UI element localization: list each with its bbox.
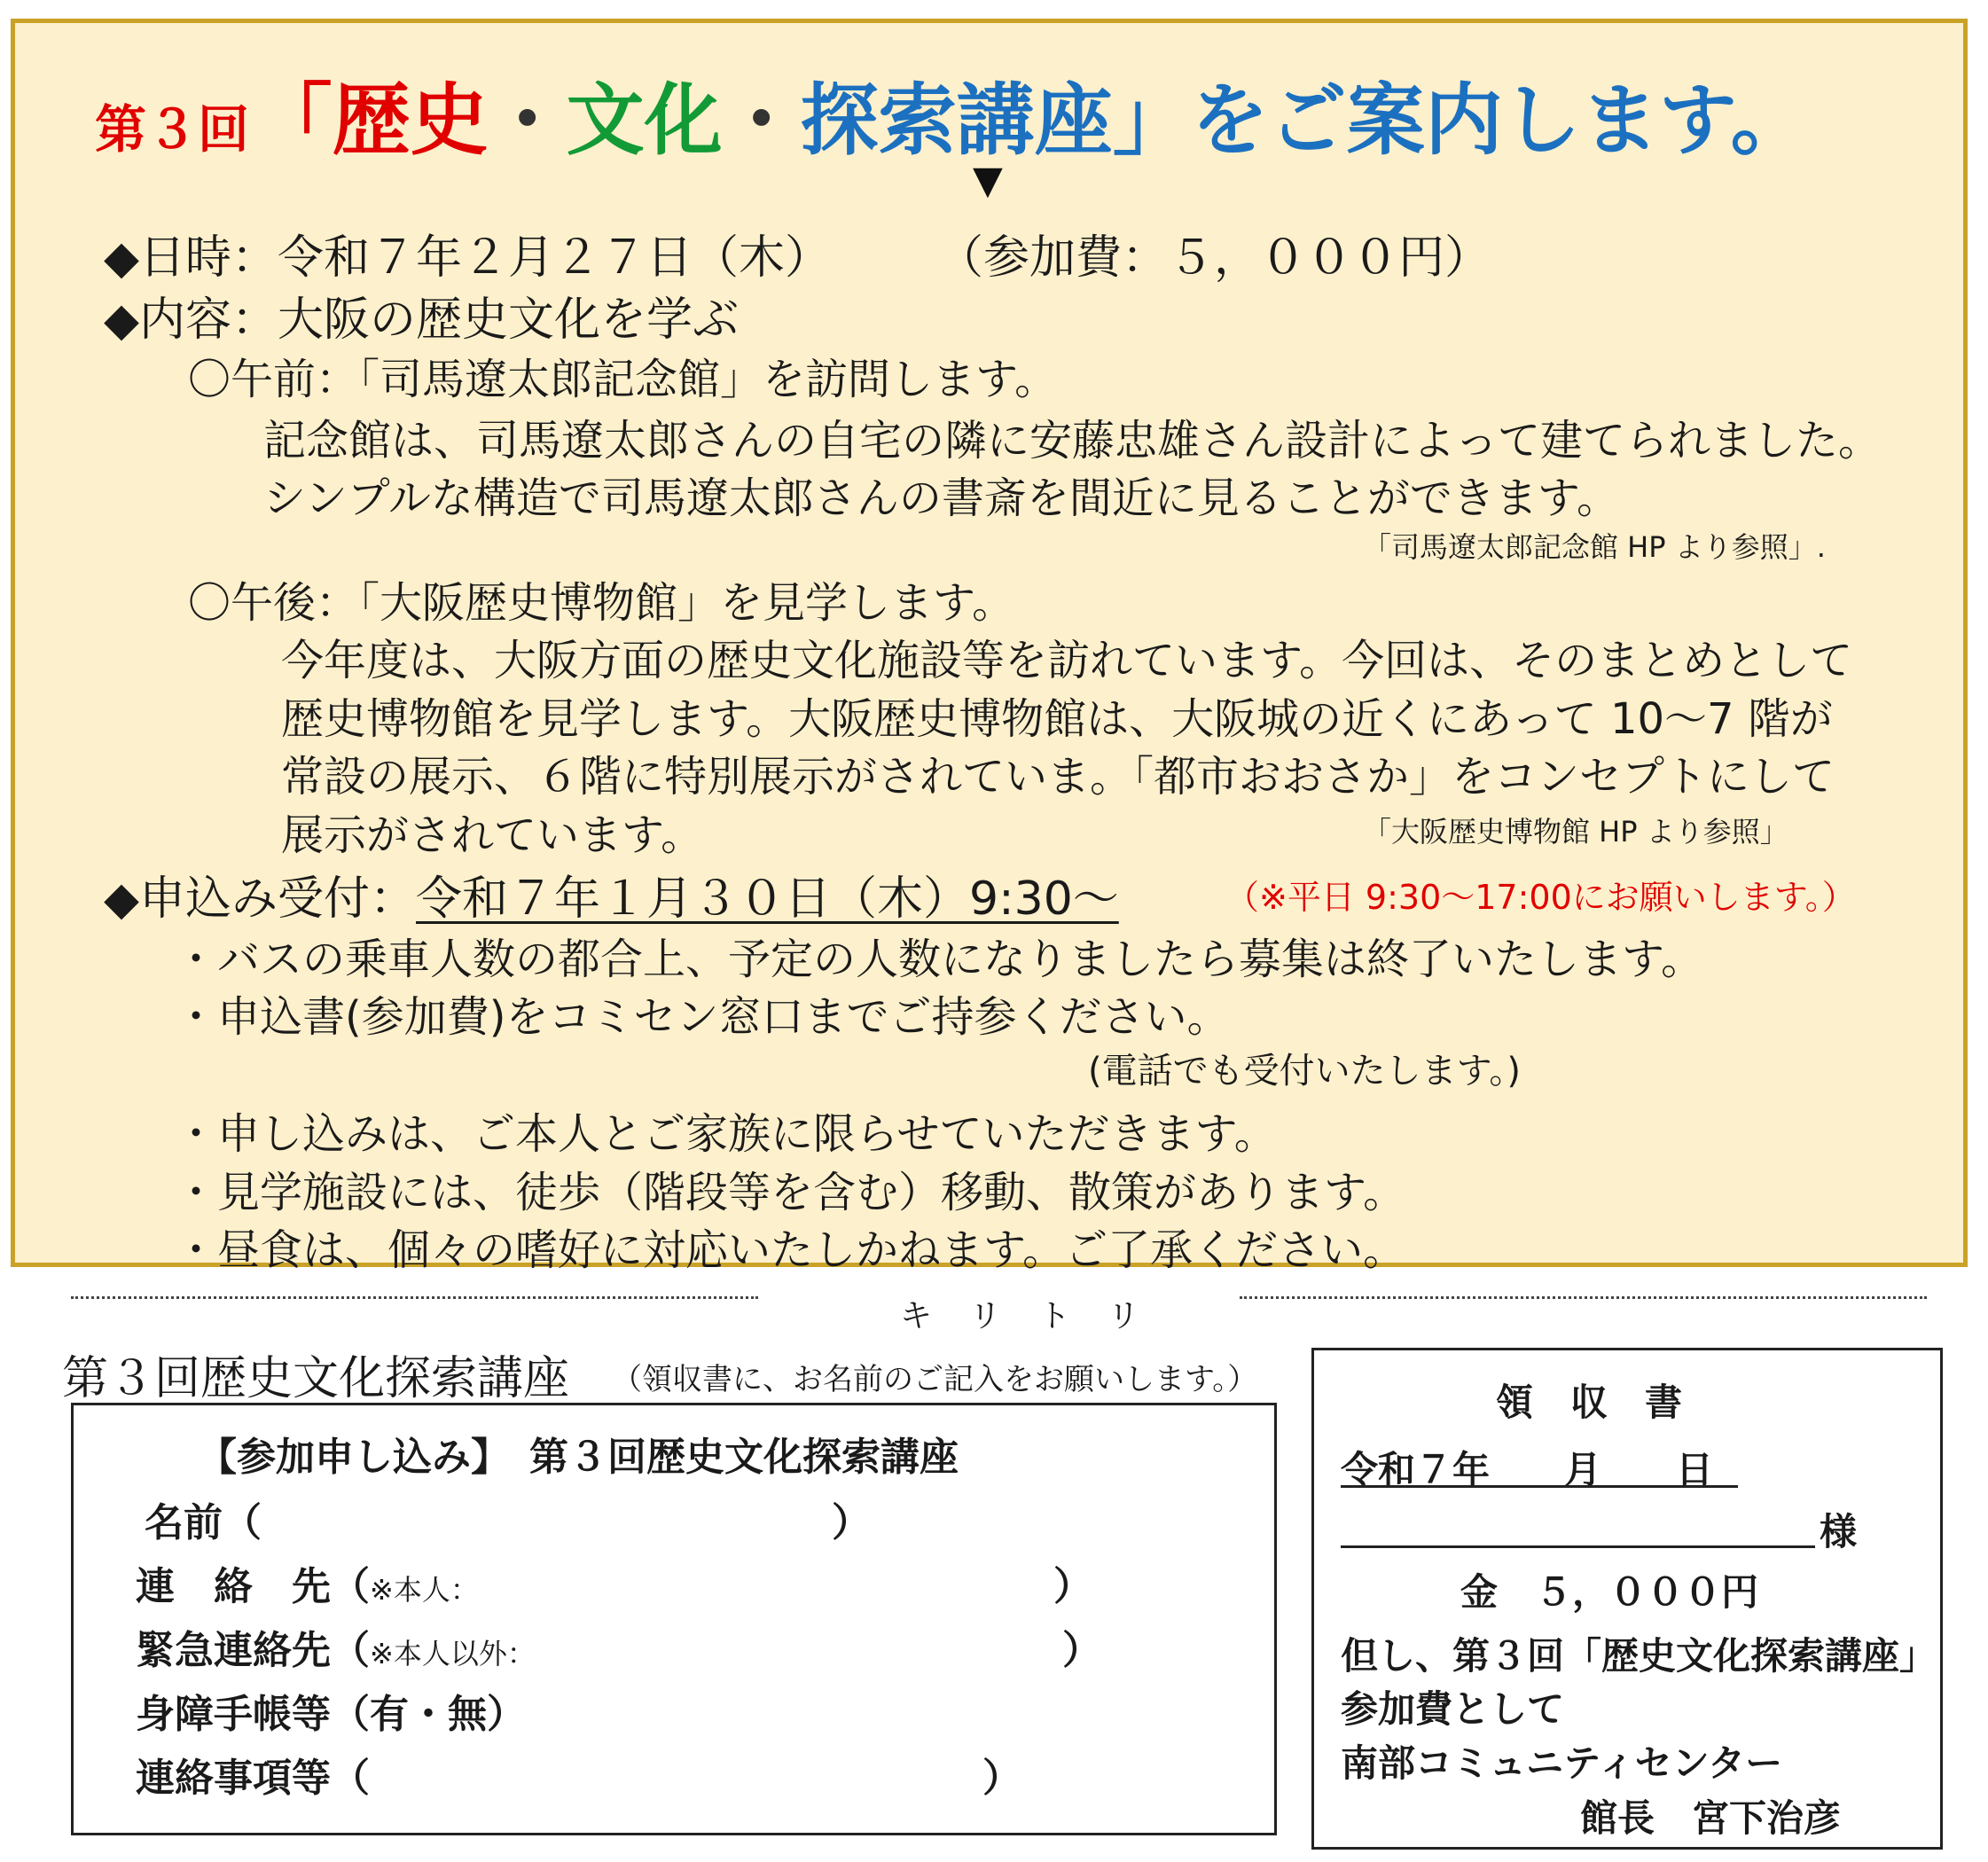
receipt-signer: 館長 宮下治彦: [1580, 1796, 1842, 1840]
receipt-issuer: 南部コミュニティセンター: [1341, 1741, 1783, 1785]
bullet-family-only: ・申し込みは、ご本人とご家族に限らせていただきます。: [175, 1109, 1277, 1159]
form-title-note: （領収書に、お名前のご記入をお願いします。）: [612, 1362, 1258, 1397]
emergency-field-close: ）: [1062, 1628, 1101, 1673]
am-heading: 〇午前：「司馬遼太郎記念館」を訪問します。: [188, 355, 1058, 404]
contact-field: [136, 1554, 479, 1611]
receipt: [1311, 1348, 1943, 1850]
pm-desc-3: 常設の展示、６階に特別展示がされていま。「都市おおさか」をコンセプトにして: [281, 752, 1835, 802]
apply-line: [104, 861, 1119, 927]
contact-label: 連 絡 先（: [136, 1564, 370, 1609]
down-arrow-icon: ▼: [973, 158, 1003, 203]
receipt-honorific: 様: [1820, 1510, 1858, 1553]
disability-field[interactable]: 身障手帳等（有・無）: [136, 1692, 526, 1737]
bullet-bring-form: ・申込書(参加費)をコミセン窓口までご持参ください。: [175, 992, 1230, 1042]
apply-date: 令和７年１月３０日（木）9:30～: [416, 872, 1119, 926]
form-header: 【参加申し込み】 第３回歴史文化探索講座: [198, 1435, 959, 1480]
pm-desc-1: 今年度は、大阪方面の歴史文化施設等を訪れています。今回は、そのまとめとして: [281, 636, 1853, 685]
emergency-note: ※本人以外：: [370, 1637, 536, 1670]
receipt-amount: 金 ５，０００円: [1460, 1570, 1759, 1614]
title-word-history: 歴史: [332, 74, 489, 166]
title-word-course: 探索講座: [800, 74, 1113, 166]
pm-desc-2: 歴史博物館を見学します。大阪歴史博物館は、大阪城の近くにあって 10～7 階が: [281, 694, 1833, 744]
date-line: ◆日時：令和７年２月２７日（木）: [104, 231, 831, 285]
application-form: [71, 1403, 1277, 1835]
contact-input[interactable]: [535, 1551, 1049, 1604]
cut-line-left: [71, 1296, 758, 1299]
remarks-input[interactable]: [402, 1742, 978, 1796]
bullet-lunch: ・昼食は、個々の嗜好に対応いたしかねます。ご了承ください。: [175, 1225, 1406, 1275]
name-field-close: ）: [832, 1500, 871, 1545]
notice-box: [11, 19, 1968, 1275]
fee-line: （参加費：５，０００円）: [937, 231, 1491, 285]
receipt-date-underline: [1341, 1485, 1738, 1488]
title-dot-2: ・: [722, 74, 801, 166]
name-field-label: 名前（: [145, 1500, 262, 1545]
receipt-date: 令和７年 月 日: [1341, 1448, 1714, 1491]
form-title: 第３回歴史文化探索講座: [62, 1352, 570, 1405]
title-suffix: をご案内します。: [1190, 74, 1809, 166]
name-input[interactable]: [264, 1487, 832, 1540]
am-source: 「司馬遼太郎記念館 HP より参照」.: [1363, 530, 1826, 564]
apply-note: （※平日 9:30～17:00にお願いします。）: [1225, 878, 1856, 917]
title-word-culture: 文化: [566, 74, 723, 166]
receipt-purpose-2: 参加費として: [1341, 1687, 1565, 1731]
contact-field-close: ）: [1053, 1564, 1092, 1609]
emergency-input[interactable]: [606, 1615, 1058, 1668]
bullet-walking: ・見学施設には、徒歩（階段等を含む）移動、散策があります。: [175, 1168, 1406, 1217]
receipt-name-input[interactable]: [1341, 1499, 1815, 1542]
contact-note: ※本人：: [370, 1573, 479, 1607]
remarks-field-close: ）: [982, 1756, 1021, 1801]
title-bracket-open: 「: [254, 74, 333, 166]
bullet-bus-capacity: ・バスの乗車人数の都合上、予定の人数になりましたら募集は終了いたします。: [175, 935, 1704, 984]
receipt-purpose-1: 但し、第３回「歴史文化探索講座」: [1341, 1634, 1937, 1678]
title-bracket-close: 」: [1112, 74, 1191, 166]
receipt-title: 領 収 書: [1496, 1381, 1683, 1424]
pm-desc-4: 展示がされています。: [281, 810, 704, 860]
emergency-label: 緊急連絡先（: [136, 1628, 370, 1673]
am-desc-2: シンプルな構造で司馬遼太郎さんの書斎を間近に見ることができます。: [263, 473, 1620, 523]
pm-heading: 〇午後：「大阪歴史博物館」を見学します。: [188, 578, 1015, 628]
am-desc-1: 記念館は、司馬遼太郎さんの自宅の隣に安藤忠雄さん設計によって建てられました。: [263, 416, 1882, 466]
notice-title: [95, 59, 1809, 170]
cut-line-right: [1240, 1296, 1927, 1299]
content-line: ◆内容：大阪の歴史文化を学ぶ: [104, 293, 739, 347]
apply-label: ◆申込み受付：: [104, 872, 416, 926]
bullet-phone-note: (電話でも受付いたします。): [1088, 1051, 1522, 1091]
remarks-field-label: 連絡事項等（: [136, 1756, 370, 1801]
receipt-name-line: [1341, 1545, 1815, 1548]
cut-line-label: キリトリ: [900, 1298, 1178, 1334]
pm-source: 「大阪歴史博物館 HP より参照」: [1363, 815, 1788, 849]
title-dot-1: ・: [488, 74, 567, 166]
title-prefix: 第３回: [95, 99, 250, 160]
emergency-field: [136, 1618, 536, 1675]
